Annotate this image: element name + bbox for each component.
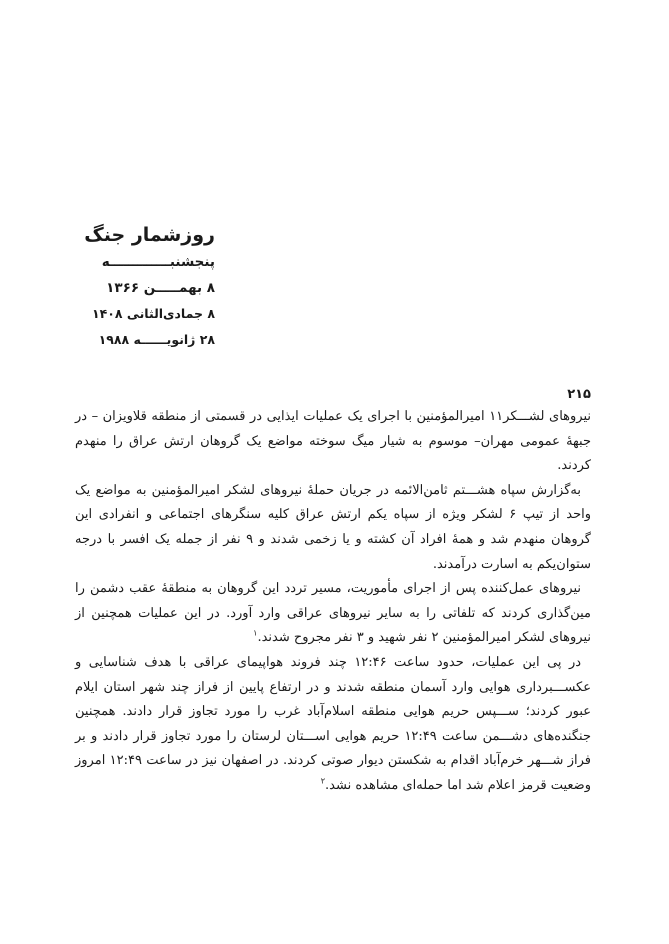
date-header (55, 222, 215, 356)
paragraph-2 (75, 479, 591, 577)
paragraph-text: نیروهای عمل‌کننده پس از اجرای مأموریت، مسیر تردد این گروهان به منطقهٔ عقب دشمن را مین‌گذاری کردند که تلفاتی را به سایر نیروهای عراقی وارد آورد. در این عملیات همچنین از نیروهای لشکر امیرالمؤمنین ۲ نفر شهید و ۳ نفر مجروح شدند. (75, 581, 591, 646)
page-title: روزشمار جنگ (84, 224, 215, 246)
solar-date: ۸ بهمـــــن ۱۳۶۶ (106, 280, 215, 296)
paragraph-text: نیروهای لشـــکر۱۱ امیرالمؤمنین با اجرای یک عملیات ایذایی در قسمتی از منطقه قلاویزان – در جبههٔ عمومی مهران– موسوم به شیار میگ سوخته مواضع یک گروهان ارتش عراق را منهدم کردند. (75, 409, 592, 474)
body-text (75, 405, 591, 799)
paragraph-text: در پی این عملیات، حدود ساعت ۱۲:۴۶ چند فروند هواپیمای عراقی با هدف شناسایی و عکســـبرداری هوایی وارد آسمان منطقه شدند و در ارتفاع پایین از فراز چند شهر استان ایلام عبور کردند؛ ســـپس حریم هوایی منطقه اسلام‌آباد غرب را مورد تجاوز قرار دادند. همچنین جنگنده‌های دشـــمن ساعت ۱۲:۴۹ حریم هوایی اســـتان لرستان را مورد تجاوز قرار دادند و بر فراز شـــهر خرم‌آباد اقدام به شکستن دیوار صوتی کردند. در اصفهان نیز در ساعت ۱۲:۴۹ امروز وضعیت قرمز اعلام شد اما حمله‌ای مشاهده نشد. (75, 654, 592, 793)
weekday-label: پنجشنبـــــــــــــه (101, 254, 215, 270)
lunar-date: ۸ جمادی‌الثانی ۱۴۰۸ (92, 306, 215, 321)
footnote-marker[interactable]: ۲ (320, 776, 326, 786)
page-number: ۲۱۵ (567, 387, 591, 402)
paragraph-text: به‌گزارش سپاه هشـــتم ثامن‌الائمه در جریان حملهٔ نیروهای لشکر امیرالمؤمنین به مواضع یک واحد از تیپ ۶ لشکر ویژه از سپاه یکم ارتش عراق کلیه سنگرهای اجتماعی و انفرادی این گروهان منهدم شد و همهٔ افراد آن کشته و یا زخمی شدند و ۹ نفر از جمله یک افسر با درجه ستوان‌یکم به اسارت درآمدند. (75, 482, 591, 572)
paragraph-1 (75, 405, 591, 479)
paragraph-3 (75, 577, 591, 651)
paragraph-4 (75, 651, 591, 799)
gregorian-date: ۲۸ ژانویــــــه ۱۹۸۸ (98, 332, 215, 347)
footnote-marker[interactable]: ۱ (253, 629, 258, 639)
